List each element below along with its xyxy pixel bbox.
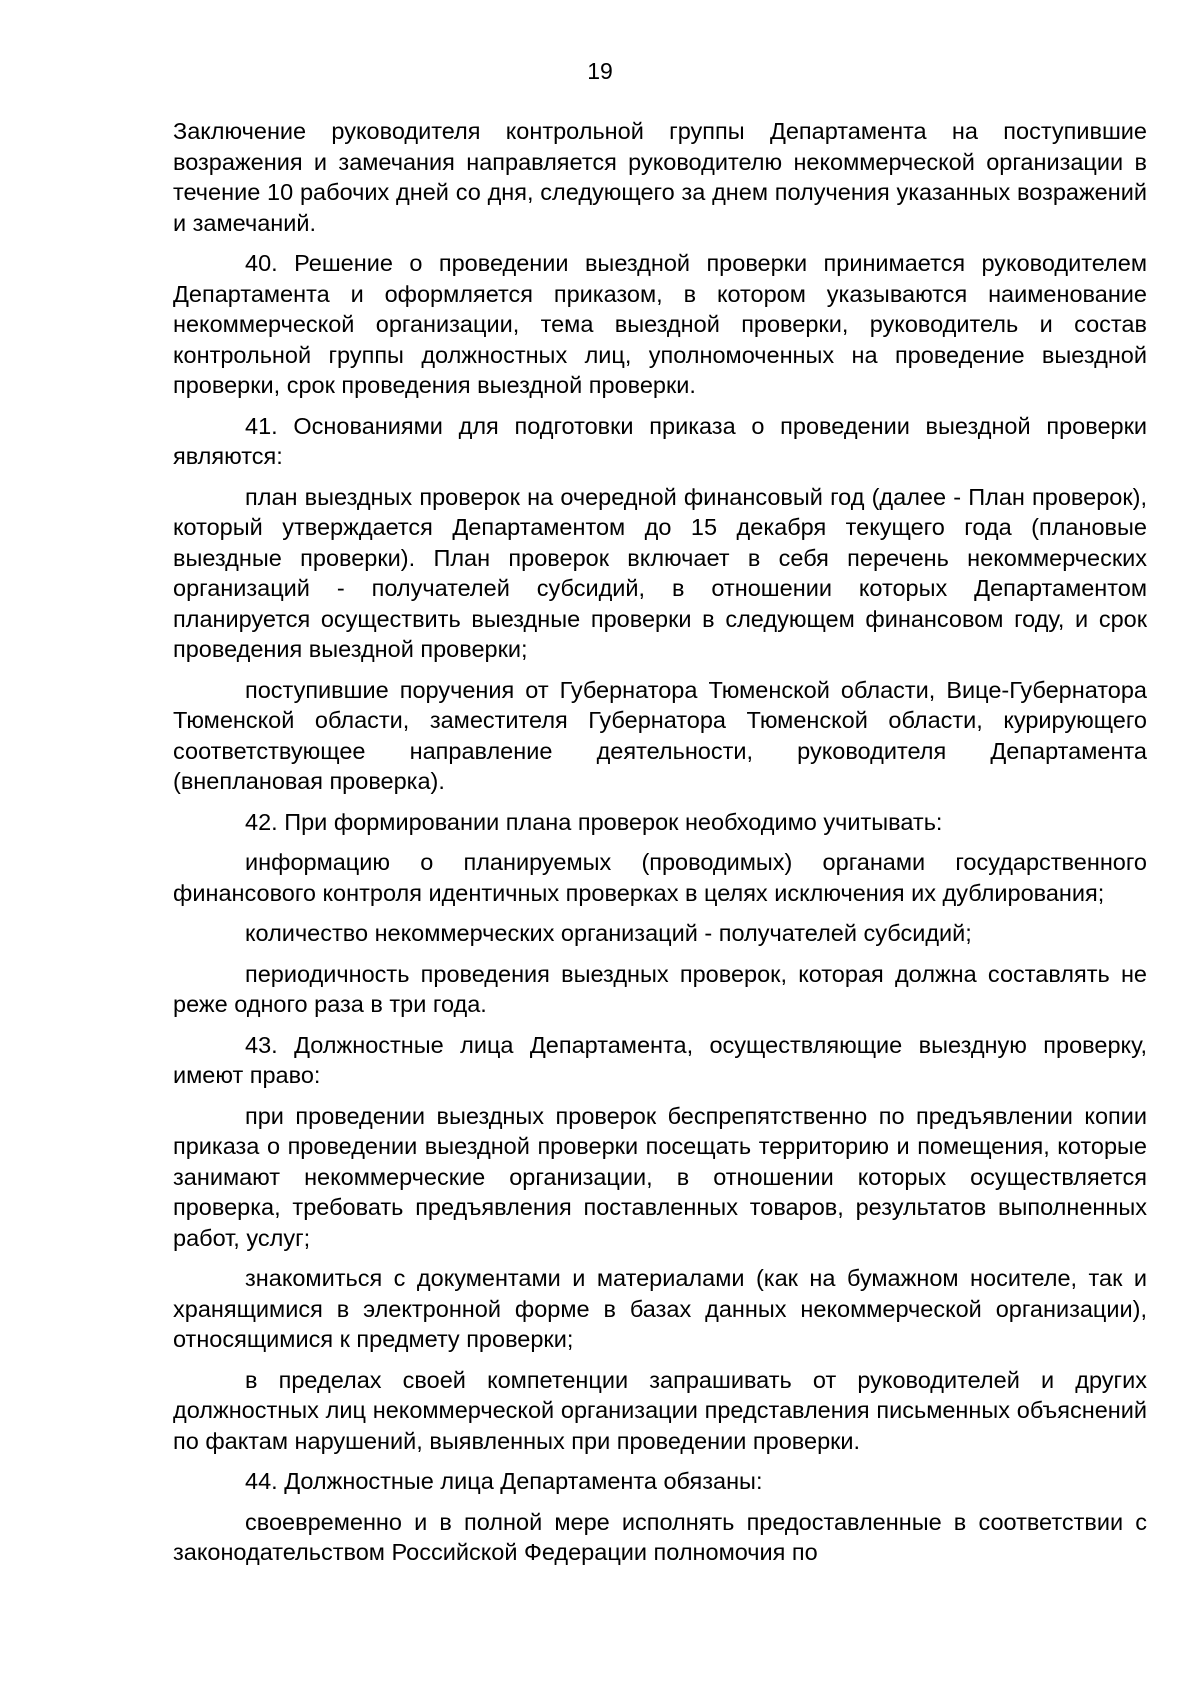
- paragraph-42-periodicity: периодичность проведения выездных проверок, которая должна составлять не реже одного раза в три года.: [173, 960, 1147, 1017]
- paragraph-41-orders: поступившие поручения от Губернатора Тюменской области, Вице-Губернатора Тюменской области, заместителя Губернатора Тюменской области, курирующего соответствующее направление деятельности, руководителя Департамента (внеплановая проверка).: [173, 676, 1147, 794]
- paragraph-41-plan: план выездных проверок на очередной финансовый год (далее - План проверок), который утверждается Департаментом до 15 декабря текущего года (плановые выездные проверки). План проверок включает в себя перечень некоммерческих организаций - получателей субсидий, в отношении которых Департаментом планируется осуществить выездные проверки в следующем финансовом году, и срок проведения выездной проверки;: [173, 483, 1147, 662]
- paragraph-41: 41. Основаниями для подготовки приказа о проведении выездной проверки являются:: [173, 412, 1147, 469]
- paragraph-42: 42. При формировании плана проверок необходимо учитывать:: [245, 808, 943, 835]
- page-number: 19: [587, 58, 613, 84]
- paragraph-43: 43. Должностные лица Департамента, осуществляющие выездную проверку, имеют право:: [173, 1031, 1147, 1088]
- paragraph-42-quantity: количество некоммерческих организаций - получателей субсидий;: [245, 920, 972, 946]
- paragraph-conclusion: Заключение руководителя контрольной группы Департамента на поступившие возражения и замечания направляется руководителю некоммерческой организации в течение 10 рабочих дней со дня, следующего за днем получения указанных возражений и замечаний.: [173, 118, 1147, 236]
- paragraph-43-explanations: в пределах своей компетенции запрашивать от руководителей и других должностных лиц некоммерческой организации представления письменных объяснений по фактам нарушений, выявленных при проведении проверки.: [173, 1366, 1147, 1454]
- document-body: [173, 116, 1147, 1578]
- paragraph-42-information: информацию о планируемых (проводимых) органами государственного финансового контроля идентичных проверках в целях исключения их дублирования;: [173, 849, 1147, 906]
- paragraph-40: 40. Решение о проведении выездной проверки принимается руководителем Департамента и оформляется приказом, в котором указываются наименование некоммерческой организации, тема выездной проверки, руководитель и состав контрольной группы должностных лиц, уполномоченных на проведение выездной проверки, срок проведения выездной проверки.: [173, 250, 1147, 398]
- paragraph-44: 44. Должностные лица Департамента обязаны:: [245, 1468, 763, 1494]
- paragraph-44-duties: своевременно и в полной мере исполнять предоставленные в соответствии с законодательством Российской Федерации полномочия по: [173, 1508, 1147, 1565]
- paragraph-43-access: при проведении выездных проверок беспрепятственно по предъявлении копии приказа о проведении выездной проверки посещать территорию и помещения, которые занимают некоммерческие организации, в отношении которых осуществляется проверка, требовать предъявления поставленных товаров, результатов выполненных работ, услуг;: [173, 1102, 1147, 1251]
- paragraph-43-documents: знакомиться с документами и материалами (как на бумажном носителе, так и хранящимися в электронной форме в базах данных некоммерческой организации), относящимися к предмету проверки;: [173, 1265, 1147, 1352]
